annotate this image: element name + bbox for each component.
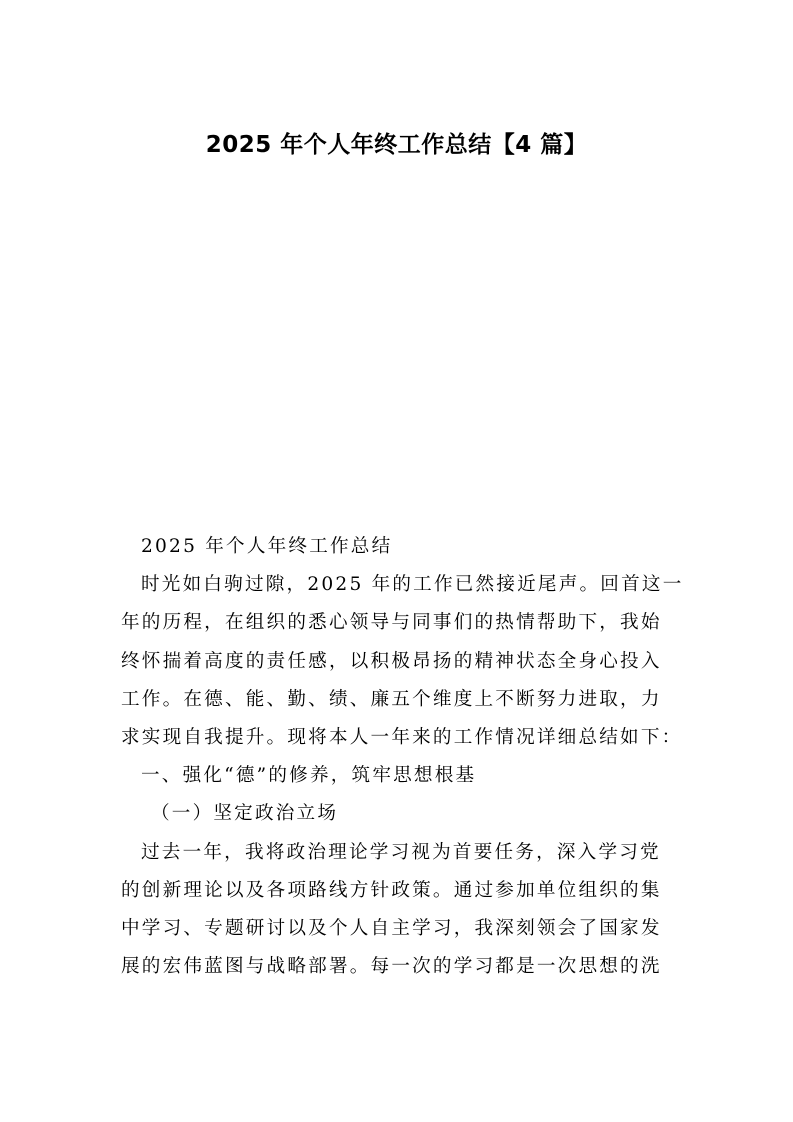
paragraph-line: 中学习、专题研讨以及个人自主学习，我深刻领会了国家发 (121, 917, 662, 939)
document-title: 2025 年个人年终工作总结【4 篇】 (205, 132, 588, 158)
document-body (121, 528, 686, 986)
section-heading: 一、强化“德”的修养，筑牢思想根基 (141, 765, 477, 787)
paragraph-line: 求实现自我提升。现将本人一年来的工作情况详细总结如下： (121, 726, 683, 748)
subsection-heading: （一）坚定政治立场 (151, 803, 339, 825)
paragraph-line: 展的宏伟蓝图与战略部署。每一次的学习都是一次思想的洗 (121, 956, 662, 978)
paragraph-line: 过去一年，我将政治理论学习视为首要任务，深入学习党 (141, 841, 661, 863)
paragraph-line: 的创新理论以及各项路线方针政策。通过参加单位组织的集 (121, 879, 662, 901)
paragraph-line: 工作。在德、能、勤、绩、廉五个维度上不断努力进取，力 (121, 688, 662, 710)
paragraph-line: 终怀揣着高度的责任感，以积极昂扬的精神状态全身心投入 (121, 650, 662, 672)
paragraph-line: 年的历程，在组织的悉心领导与同事们的热情帮助下，我始 (121, 612, 662, 634)
section-heading: 2025 年个人年终工作总结 (141, 536, 393, 557)
paragraph-line: 时光如白驹过隙，2025 年的工作已然接近尾声。回首这一 (141, 574, 684, 596)
